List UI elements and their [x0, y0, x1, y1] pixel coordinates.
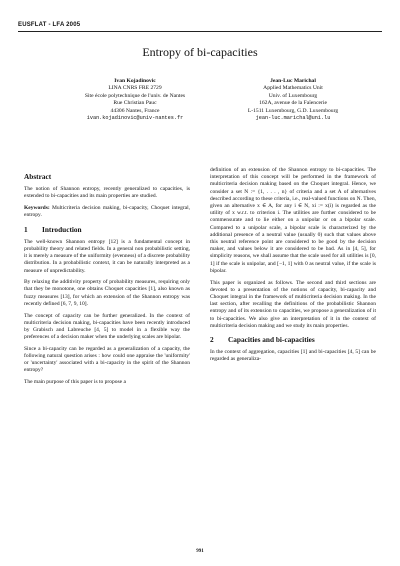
author-affiliation-line: LINA CNRS FRE 2729: [108, 85, 162, 92]
conference-label: EUSFLAT - LFA 2005: [18, 22, 81, 28]
paper-title: Entropy of bi-capacities: [142, 45, 258, 59]
author-affiliation-line: 44306 Nantes, France: [110, 107, 160, 114]
section-number: 1: [24, 224, 28, 234]
section-title: Introduction: [42, 224, 82, 234]
author-name: Jean-Luc Marichal: [270, 78, 316, 84]
running-header: [0, 0, 400, 40]
body-paragraph: The well-known Shannon entropy [12] is a fundamental concept in probability theory and related fields. In a general non probabilistic setting, it is merely a measure of the uniformity (evenness) of a discrete probability distribution. In a probabilistic context, it can be naturally interpreted as a measure of unpredictability.: [24, 238, 190, 274]
body-paragraph: definition of an extension of the Shannon entropy to bi-capacities. The interpretation of this concept will be performed in the framework of multicriteria decision making based on the Choquet integral. Hence, we consider a set N := {1, . . . , n} of criteria and a set A of alternatives described according to these criteria, i.e., real-valued functions on N. Then, given an alternative x ∈ A, for any i ∈ N, xi := x(i) is regarded as the utility of x w.r.t. to criterion i. The utilities are further considered to be commensurate and to lie either on a unipolar or on a bipolar scale. Compared to a unipolar scale, a bipolar scale is characterized by the additional presence of a neutral value (usually 0) such that values above this neutral reference point are considered to be good by the decision maker, and values below it are considered to be bad. As in [4, 5], for simplicity reasons, we shall assume that the scale used for all utilities is [0, 1] if the scale is unipolar, and [−1, 1] with 0 as neutral value, if the scale is bipolar.: [210, 167, 376, 274]
abstract-heading: Abstract: [24, 172, 52, 181]
abstract-text: The notion of Shannon entropy, recently generalized to capacities, is extended to bi-capacities and its main properties are studied.: [24, 186, 190, 200]
body-paragraph: Since a bi-capacity can be regarded as a generalization of a capacity, the following natural question arises : how could one appraise the 'uniformity' or 'uncertainty' associated with a bi-capacity in the spirit of the Shannon entropy?: [24, 345, 190, 374]
author-affiliation-line: Site école polytechnique de l'univ. de Nantes: [84, 92, 186, 99]
author-affiliation-line: Rue Christian Pauc: [113, 100, 157, 107]
author-affiliation-line: L-1511 Luxembourg, G.D. Luxembourg: [247, 107, 339, 114]
body-paragraph: The main purpose of this paper is to propose a: [24, 379, 126, 386]
body-paragraph: This paper is organized as follows. The second and third sections are devoted to a presentation of the notions of capacity, bi-capacity and Choquet integral in the framework of multicriteria decision making. In the last section, after recalling the definitions of the probabilistic Shannon entropy and of its extension to capacities, we propose a generalization of it to bi-capacities. We also give an interpretation of it in the context of multicriteria decision making and we study its main properties.: [210, 279, 376, 329]
page-number: 991: [196, 549, 204, 554]
author-affiliation-line: Applied Mathematics Unit: [263, 85, 323, 92]
left-column: [24, 167, 190, 391]
author-affiliation-line: Univ. of Luxembourg: [268, 92, 318, 99]
author-affiliation-line: 162A, avenue de la Faïencerie: [259, 100, 327, 107]
section-number: 2: [210, 334, 214, 344]
keywords-line: [24, 205, 190, 219]
author-block-2: [213, 78, 373, 122]
author-name: Ivan Kojadinovic: [114, 78, 156, 84]
author-block-1: [55, 78, 215, 122]
section-heading-introduction: [24, 226, 190, 233]
section-title: Capacities and bi-capacities: [228, 334, 315, 344]
body-paragraph: By relaxing the additivity property of probability measures, requiring only that they be monotone, one obtains Choquet capacities [1], also known as fuzzy measures [13], for which an extension of the Shannon entropy was recently defined [6, 7, 9, 10].: [24, 279, 190, 307]
body-paragraph: In the context of aggregation, capacities [1] and bi-capacities [4, 5] can be regarded as generaliza-: [210, 349, 376, 363]
author-email: jean-luc.marichal@uni.lu: [255, 115, 331, 122]
section-heading-capacities: [210, 336, 376, 343]
body-paragraph: The concept of capacity can be further generalized. In the context of multicriteria decision making, bi-capacities have been recently introduced by Grabisch and Labreuche [4, 5] to model in a flexible way the preferences of a decision maker when the underlying scales are bipolar.: [24, 312, 190, 341]
header-rule: [18, 31, 382, 32]
right-column: [210, 167, 376, 368]
author-email: ivan.kojadinovic@univ-nantes.fr: [86, 115, 184, 122]
keywords-label: Keywords:: [24, 205, 50, 212]
keywords-text: Multicriteria decision making, bi-capacity, Choquet integral, entropy.: [24, 205, 190, 219]
